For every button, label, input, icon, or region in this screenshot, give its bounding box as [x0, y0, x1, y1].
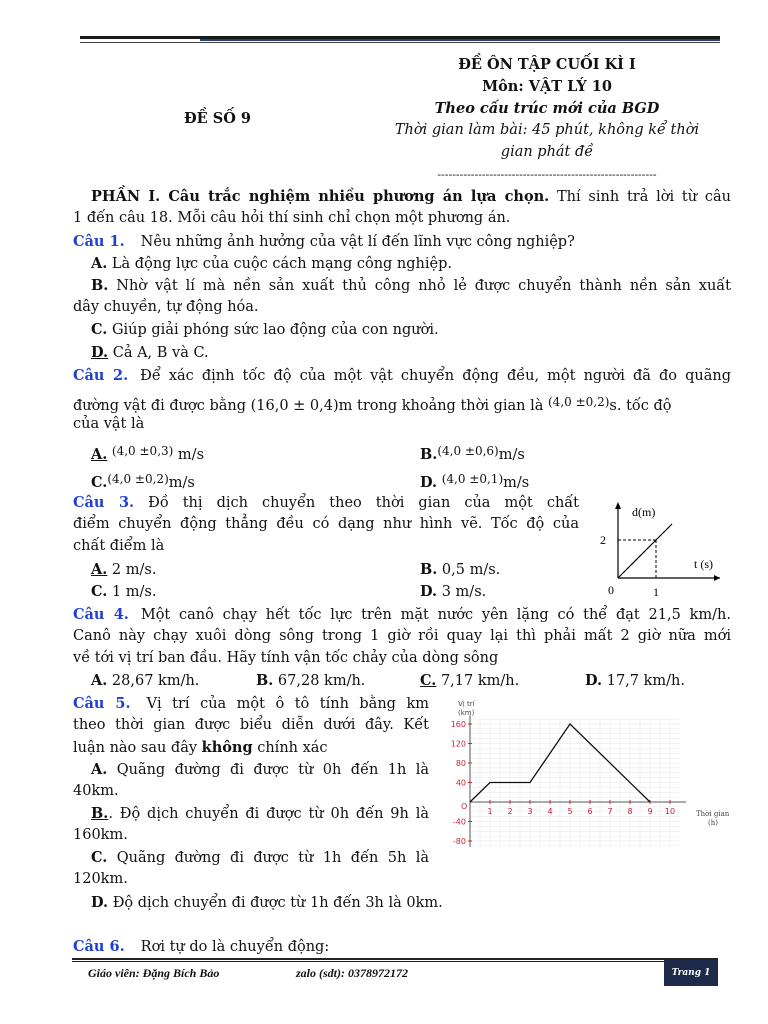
- x-tick-label: 2: [507, 807, 513, 816]
- q5-ylabel-2: (km): [458, 709, 475, 717]
- q5-option-a-cont: 40km.: [73, 783, 119, 799]
- q4-stem-line2: Canô này chạy xuôi dòng sông trong 1 giờ rồi quay lại thì phải mất 2 giờ nữa mới: [73, 628, 731, 644]
- q5-axes: [470, 715, 686, 847]
- q2-time-expression: (4,0 ±0,2): [548, 395, 610, 409]
- q5-stem-line3: luận nào sau đây không chính xác: [73, 739, 328, 756]
- q3-ylabel: d(m): [632, 505, 656, 519]
- q2-option-c: C.$^{(4,0 \pm 0,2)}$m/s: [91, 472, 195, 491]
- x-tick-label: 9: [647, 807, 653, 816]
- q1-option-d: D. Cả A, B và C.: [91, 344, 209, 361]
- q3-option-a: A. 2 m/s.: [91, 561, 157, 578]
- q3-option-c: C. 1 m/s.: [91, 583, 157, 600]
- q3-stem: Câu 3. Đồ thị dịch chuyển theo thời gian của một chất: [73, 494, 580, 511]
- y-tick-label: 80: [455, 759, 466, 768]
- exam-structure: Theo cấu trúc mới của BGD: [434, 100, 660, 117]
- q1-stem: Câu 1. Nêu những ảnh hưởng của vật lí đến lĩnh vực công nghiệp?: [73, 233, 575, 250]
- q5-label: Câu 5.: [73, 695, 131, 712]
- footer-zalo: zalo (sdt): 0378972172: [296, 966, 408, 980]
- q4-stem-line3: về tới vị trí ban đầu. Hãy tính vận tốc chảy của dòng sông: [73, 650, 499, 666]
- q5-option-c-cont: 120km.: [73, 871, 128, 887]
- y-tick-label: -80: [452, 837, 466, 846]
- q2-option-a: A. $^{(4,0 \pm 0,3)}$ m/s: [91, 444, 205, 463]
- q5-xlabel-1: Thời gian: [696, 810, 730, 818]
- q3-xlabel: t (s): [694, 557, 713, 571]
- q5-stem-line2: theo thời gian được biểu diễn dưới đây. Kết: [73, 717, 429, 733]
- q5-xlabel-2: (h): [708, 819, 718, 827]
- q3-origin: 0: [608, 583, 614, 597]
- q6-label: Câu 6.: [73, 938, 125, 955]
- exam-number: ĐỀ SỐ 9: [184, 110, 252, 127]
- q4-option-a: A. 28,67 km/h.: [91, 672, 200, 689]
- q5-option-c: C. Quãng đường đi được từ 1h đến 5h là: [91, 849, 429, 866]
- part1-intro-line2: 1 đến câu 18. Mỗi câu hỏi thí sinh chỉ chọn một phương án.: [73, 210, 511, 226]
- q5-position-chart: [440, 692, 740, 864]
- q3-x-tick: 1: [653, 585, 659, 599]
- exam-title: ĐỀ ÔN TẬP CUỐI KÌ I: [458, 56, 636, 73]
- q4-label: Câu 4.: [73, 606, 129, 623]
- footer-rule: [72, 958, 718, 960]
- x-tick-label: 1: [487, 807, 493, 816]
- q2-stem: Câu 2. Để xác định tốc độ của một vật chuyển động đều, một người đã đo quãng: [73, 367, 731, 384]
- part1-intro: PHẦN I. Câu trắc nghiệm nhiều phương án lựa chọn. Thí sinh trả lời từ câu: [91, 188, 731, 205]
- q4-stem: Câu 4. Một canô chạy hết tốc lực trên mặt nước yên lặng có thể đạt 21,5 km/h.: [73, 606, 731, 623]
- q5-origin: O: [461, 802, 468, 811]
- q5-option-b-cont: 160km.: [73, 827, 128, 843]
- q2-stem-line2: đường vật đi được bằng (16,0 ± 0,4)m trong khoảng thời gian là $^{(4,0 \pm 0,2)}$s. tốc độ: [73, 395, 672, 414]
- q3-option-b: B. 0,5 m/s.: [420, 561, 501, 578]
- x-tick-label: 5: [567, 807, 573, 816]
- x-tick-label: 7: [607, 807, 613, 816]
- q6-stem: Câu 6. Rơi tự do là chuyển động:: [73, 938, 330, 955]
- q3-stem-line2: điểm chuyển động thẳng đều có dạng như hình vẽ. Tốc độ của: [73, 516, 579, 532]
- q1-option-b-cont: dây chuyền, tự động hóa.: [73, 299, 259, 315]
- x-tick-label: 8: [627, 807, 633, 816]
- header-dashes: -----------------------------------------------------------: [437, 168, 657, 181]
- q5-ylabel-1: Vị trí: [458, 700, 475, 708]
- y-tick-label: -40: [452, 817, 466, 827]
- q3-label: Câu 3.: [73, 494, 135, 511]
- q5-option-d: D. Độ dịch chuyển đi được từ 1h đến 3h là 0km.: [91, 894, 443, 911]
- q2-stem-line3: của vật là: [73, 416, 145, 432]
- q2-option-d: D. $^{(4,0 \pm 0,1)}$m/s: [420, 472, 530, 491]
- q1-option-b: B. Nhờ vật lí mà nền sản xuất thủ công nhỏ lẻ được chuyển thành nền sản xuất: [91, 277, 731, 294]
- q4-option-b: B. 67,28 km/h.: [256, 672, 366, 689]
- footer-rule-thin: [72, 961, 718, 962]
- q3-y-tick: 2: [600, 533, 606, 547]
- footer-teacher: Giáo viên: Đặng Bích Bảo: [88, 966, 220, 980]
- x-tick-label: 6: [587, 807, 593, 816]
- y-tick-label: 160: [450, 720, 466, 729]
- header-thin-rule: [80, 42, 720, 43]
- q3-stem-line3: chất điểm là: [73, 538, 165, 554]
- q3-x-arrow: [714, 575, 720, 581]
- q5-option-b: B.. Độ dịch chuyển đi được từ 0h đến 9h là: [91, 805, 429, 822]
- q1-option-a: A. Là động lực của cuộc cách mạng công nghiệp.: [91, 255, 452, 272]
- q2-label: Câu 2.: [73, 367, 129, 384]
- q1-option-c: C. Giúp giải phóng sức lao động của con người.: [91, 321, 439, 338]
- y-tick-label: 120: [450, 739, 466, 749]
- q4-option-c: C. 7,17 km/h.: [420, 672, 520, 689]
- q3-y-arrow: [615, 502, 621, 509]
- q4-option-d: D. 17,7 km/h.: [585, 672, 685, 689]
- exam-time-line2: gian phát đề: [500, 144, 594, 160]
- q3-option-d: D. 3 m/s.: [420, 583, 487, 600]
- x-tick-label: 10: [664, 807, 676, 816]
- x-tick-label: 4: [547, 807, 553, 816]
- header-accent-rule: [200, 39, 720, 41]
- page-number-badge: Trang 1: [664, 960, 718, 986]
- y-tick-label: 40: [455, 778, 466, 788]
- q5-option-a: A. Quãng đường đi được từ 0h đến 1h là: [91, 761, 429, 778]
- q1-label: Câu 1.: [73, 233, 125, 250]
- q3-line: [618, 524, 672, 578]
- q3-displacement-graph: [590, 498, 730, 602]
- exam-subject: Môn: VẬT LÝ 10: [482, 78, 612, 95]
- q5-stem: Câu 5. Vị trí của một ô tô tính bằng km: [73, 695, 429, 712]
- exam-time-line1: Thời gian làm bài: 45 phút, không kể thời: [394, 122, 700, 138]
- x-tick-label: 3: [527, 807, 533, 816]
- q2-option-b: B.$^{(4,0 \pm 0,6)}$m/s: [420, 444, 525, 463]
